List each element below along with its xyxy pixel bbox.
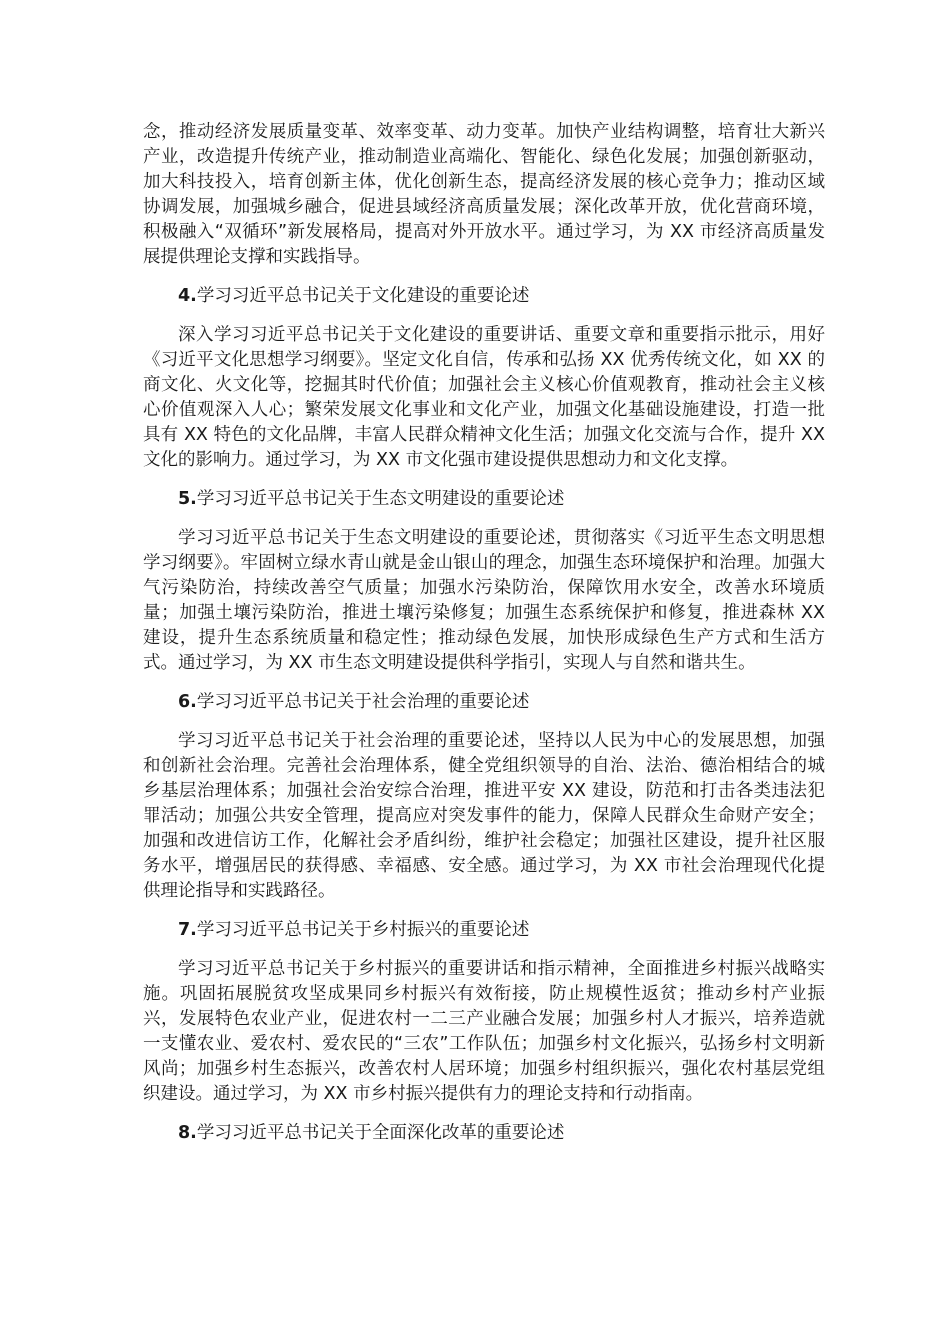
document-body bbox=[143, 120, 825, 1160]
heading-number: 7. bbox=[178, 920, 197, 940]
heading-number: 4. bbox=[178, 286, 197, 306]
paragraph-rural-revitalization: 学习习近平总书记关于乡村振兴的重要讲话和指示精神，全面推进乡村振兴战略实施。巩固拓展脱贫攻坚成果同乡村振兴有效衔接，防止规模性返贫；推动乡村产业振兴，发展特色农业产业，促进农村一二三产业融合发展；加强乡村人才振兴，培养造就一支懂农业、爱农村、爱农民的“三农”工作队伍；加强乡村文化振兴，弘扬乡村文明新风尚；加强乡村生态振兴，改善农村人居环境；加强乡村组织振兴，强化农村基层党组织建设。通过学习，为 XX 市乡村振兴提供有力的理论支持和行动指南。 bbox=[143, 959, 825, 1104]
heading-text: 学习习近平总书记关于文化建设的重要论述 bbox=[196, 286, 530, 306]
heading-5-ecology bbox=[143, 487, 825, 512]
heading-number: 6. bbox=[178, 692, 197, 712]
heading-8-reform bbox=[143, 1121, 825, 1146]
heading-7-rural-revitalization bbox=[143, 918, 825, 943]
paragraph-ecology: 学习习近平总书记关于生态文明建设的重要论述，贯彻落实《习近平生态文明思想学习纲要》。牢固树立绿水青山就是金山银山的理念，加强生态环境保护和治理。加强大气污染防治，持续改善空气质量；加强水污染防治，保障饮用水安全，改善水环境质量；加强土壤污染防治，推进土壤污染修复；加强生态系统保护和修复，推进森林 XX 建设，提升生态系统质量和稳定性；推动绿色发展，加快形成绿色生产方式和生活方式。通过学习，为 XX 市生态文明建设提供科学指引，实现人与自然和谐共生。 bbox=[143, 528, 825, 673]
heading-number: 5. bbox=[178, 489, 197, 509]
heading-text: 学习习近平总书记关于乡村振兴的重要论述 bbox=[196, 920, 530, 940]
paragraph-social-governance: 学习习近平总书记关于社会治理的重要论述，坚持以人民为中心的发展思想，加强和创新社会治理。完善社会治理体系，健全党组织领导的自治、法治、德治相结合的城乡基层治理体系；加强社会治安综合治理，推进平安 XX 建设，防范和打击各类违法犯罪活动；加强公共安全管理，提高应对突发事件的能力，保障人民群众生命财产安全；加强和改进信访工作，化解社会矛盾纠纷，维护社会稳定；加强社区建设，提升社区服务水平，增强居民的获得感、幸福感、安全感。通过学习，为 XX 市社会治理现代化提供理论指导和实践路径。 bbox=[143, 731, 825, 901]
heading-6-social-governance bbox=[143, 690, 825, 715]
heading-text: 学习习近平总书记关于全面深化改革的重要论述 bbox=[196, 1123, 565, 1143]
heading-number: 8. bbox=[178, 1123, 197, 1143]
paragraph-economy-continued: 念，推动经济发展质量变革、效率变革、动力变革。加快产业结构调整，培育壮大新兴产业，改造提升传统产业，推动制造业高端化、智能化、绿色化发展；加强创新驱动，加大科技投入，培育创新主体，优化创新生态，提高经济发展的核心竞争力；推动区域协调发展，加强城乡融合，促进县域经济高质量发展；深化改革开放，优化营商环境，积极融入“双循环”新发展格局，提高对外开放水平。通过学习，为 XX 市经济高质量发展提供理论支撑和实践指导。 bbox=[143, 122, 825, 267]
heading-4-culture bbox=[143, 284, 825, 309]
paragraph-culture: 深入学习习近平总书记关于文化建设的重要讲话、重要文章和重要指示批示，用好《习近平文化思想学习纲要》。坚定文化自信，传承和弘扬 XX 优秀传统文化，如 XX 的商文化、火文化等，挖掘其时代价值；加强社会主义核心价值观教育，推动社会主义核心价值观深入人心；繁荣发展文化事业和文化产业，加强文化基础设施建设，打造一批具有 XX 特色的文化品牌，丰富人民群众精神文化生活；加强文化交流与合作，提升 XX 文化的影响力。通过学习，为 XX 市文化强市建设提供思想动力和文化支撑。 bbox=[143, 325, 825, 470]
heading-text: 学习习近平总书记关于生态文明建设的重要论述 bbox=[196, 489, 565, 509]
heading-text: 学习习近平总书记关于社会治理的重要论述 bbox=[196, 692, 530, 712]
